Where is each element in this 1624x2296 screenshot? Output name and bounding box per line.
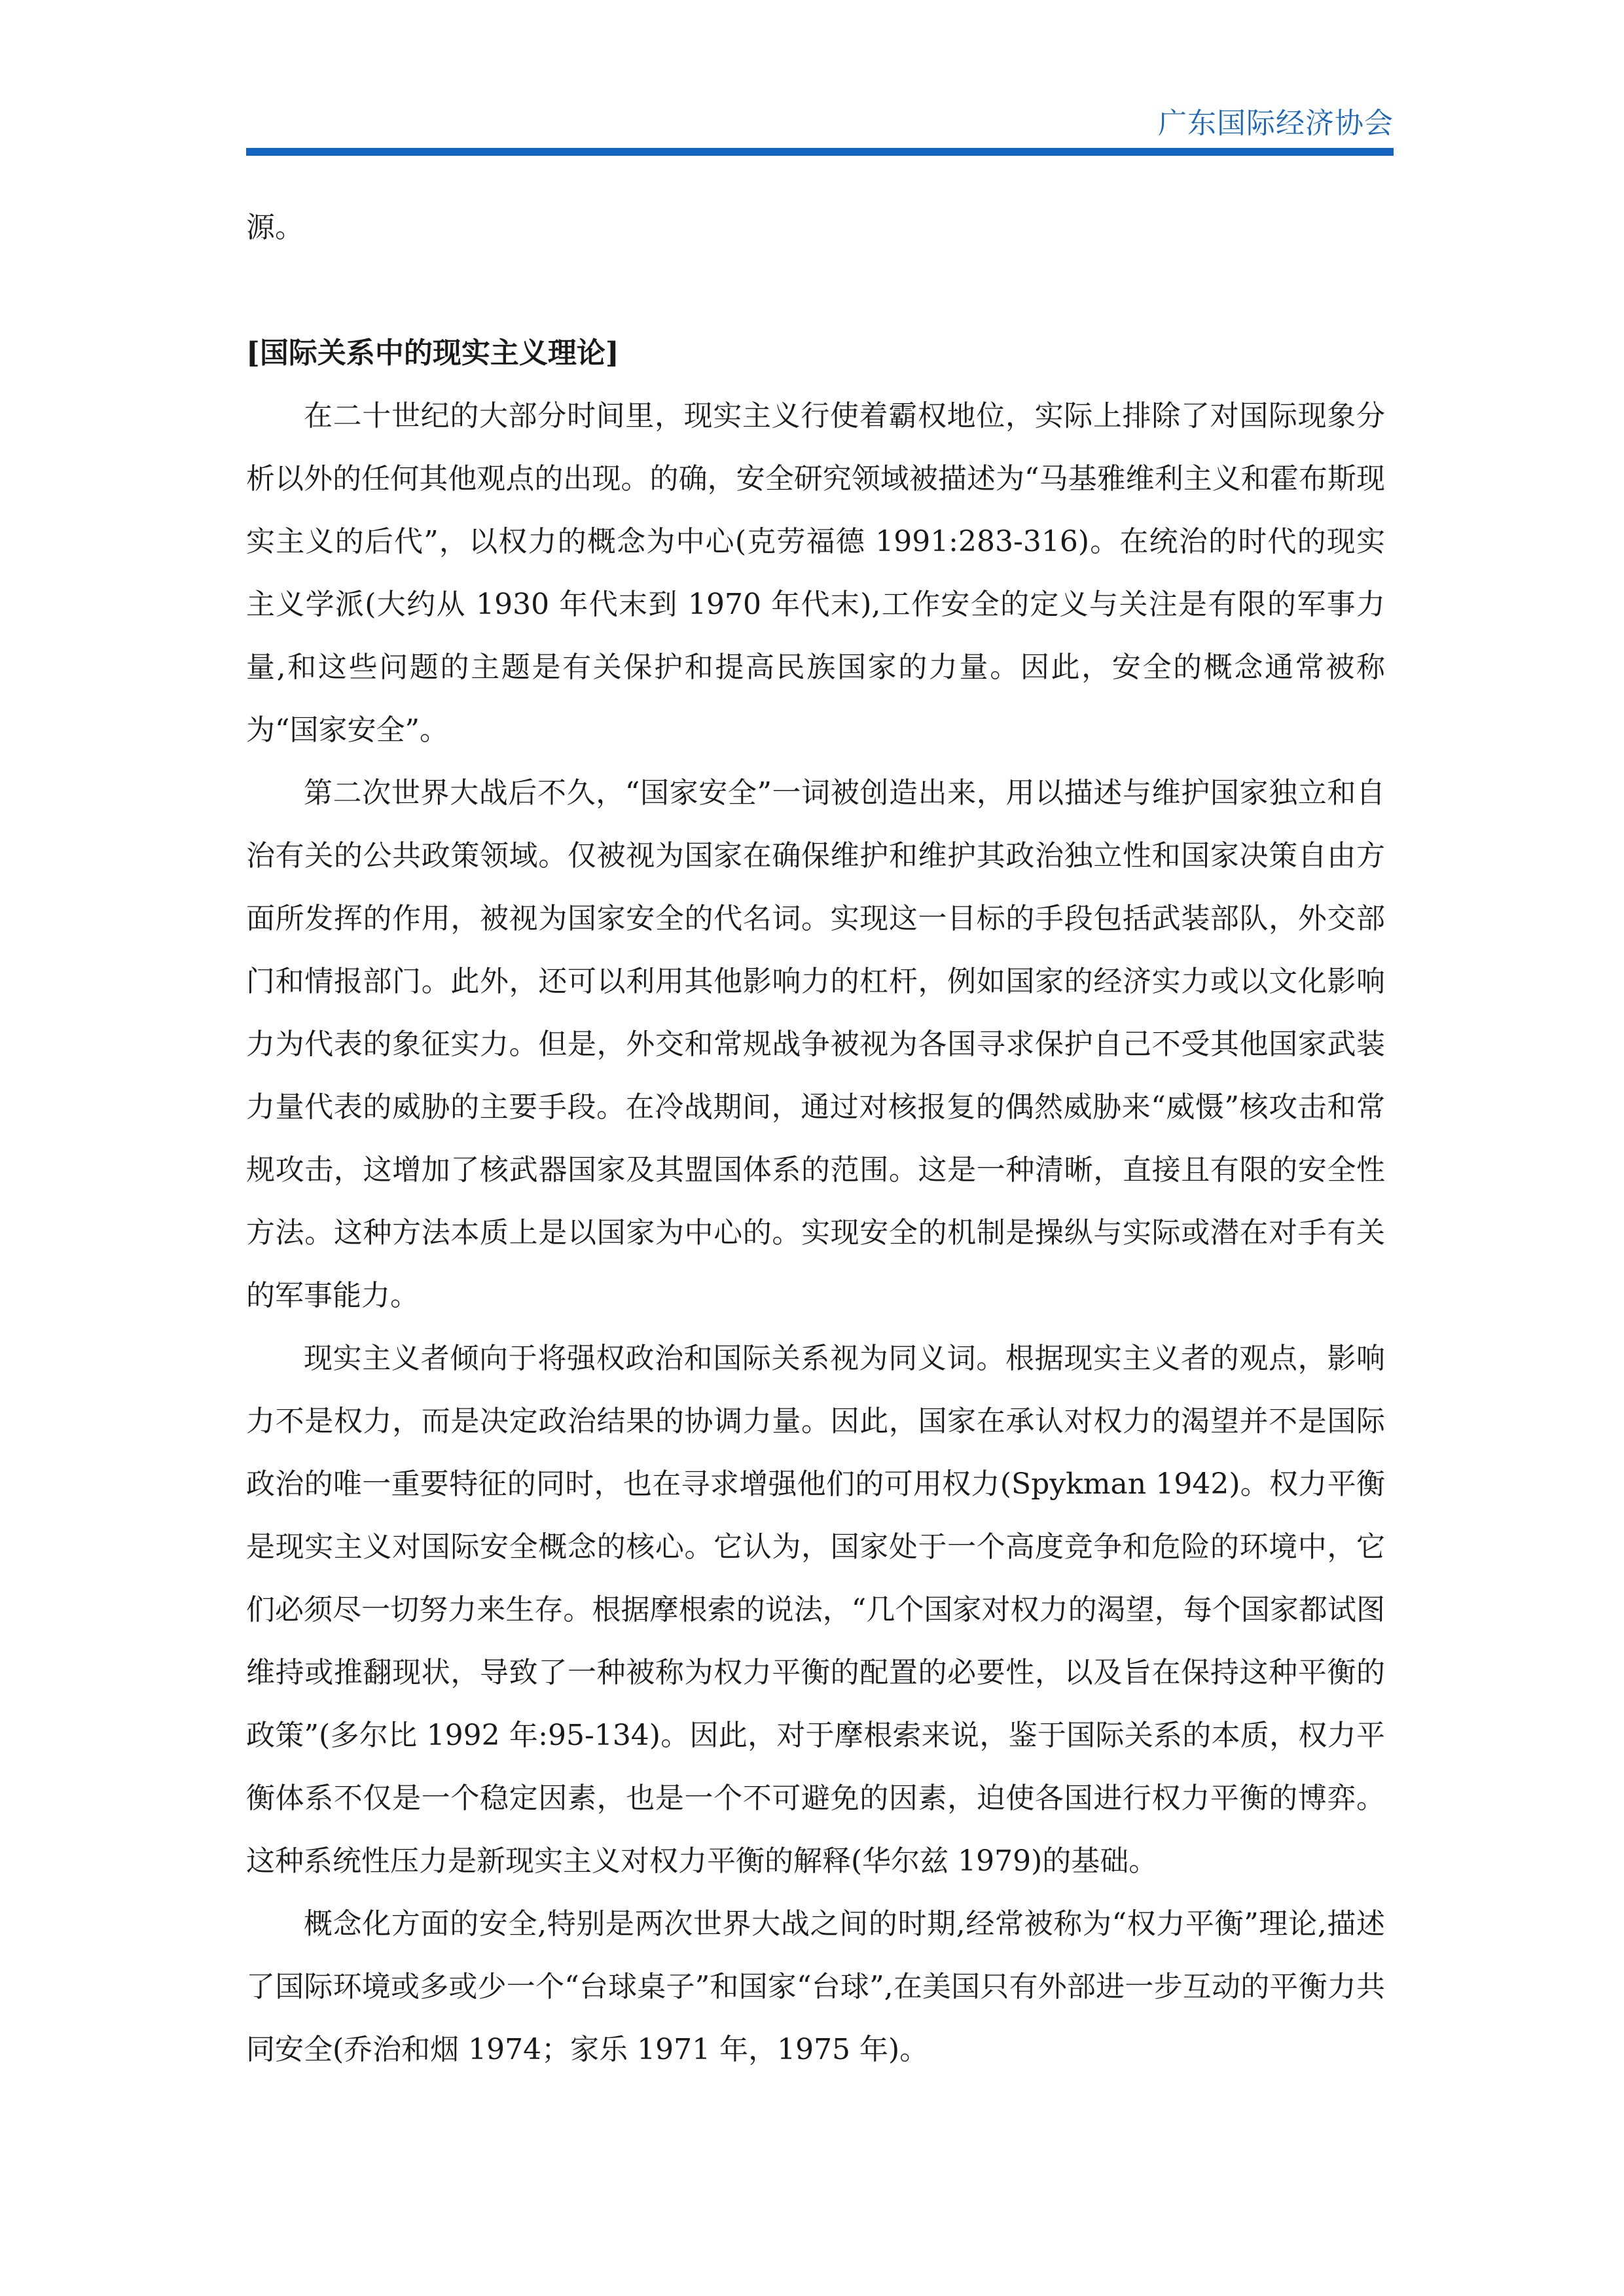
section-heading: [国际关系中的现实主义理论] <box>246 336 619 370</box>
continuation-text: 源。 <box>246 211 304 244</box>
body-paragraph: 在二十世纪的大部分时间里，现实主义行使着霸权地位，实际上排除了对国际现象分析以外的任何其他观点的出现。的确，安全研究领域被描述为“马基雅维利主义和霍布斯现实主义的后代”，以权力的概念为中心(克劳福德 1991:283-316)。在统治的时代的现实主义学派(大约从 1930 年代末到 1970 年代末),工作安全的定义与关注是有限的军事力量,和这些问题的主题是有关保护和提高民族国家的力量。因此，安全的概念通常被称为“国家安全”。 <box>246 399 1385 747</box>
document-body <box>246 196 1385 2081</box>
body-paragraph: 现实主义者倾向于将强权政治和国际关系视为同义词。根据现实主义者的观点，影响力不是权力，而是决定政治结果的协调力量。因此，国家在承认对权力的渴望并不是国际政治的唯一重要特征的同时，也在寻求增强他们的可用权力(Spykman 1942)。权力平衡是现实主义对国际安全概念的核心。它认为，国家处于一个高度竞争和危险的环境中，它们必须尽一切努力来生存。根据摩根索的说法，“几个国家对权力的渴望，每个国家都试图维持或推翻现状，导致了一种被称为权力平衡的配置的必要性，以及旨在保持这种平衡的政策”(多尔比 1992 年:95-134)。因此，对于摩根索来说，鉴于国际关系的本质，权力平衡体系不仅是一个稳定因素，也是一个不可避免的因素，迫使各国进行权力平衡的博弈。这种系统性压力是新现实主义对权力平衡的解释(华尔兹 1979)的基础。 <box>246 1342 1385 1878</box>
header-divider <box>246 148 1394 156</box>
organization-name: 广东国际经济协会 <box>1158 107 1394 140</box>
body-paragraph: 第二次世界大战后不久，“国家安全”一词被创造出来，用以描述与维护国家独立和自治有关的公共政策领域。仅被视为国家在确保维护和维护其政治独立性和国家决策自由方面所发挥的作用，被视为国家安全的代名词。实现这一目标的手段包括武装部队，外交部门和情报部门。此外，还可以利用其他影响力的杠杆，例如国家的经济实力或以文化影响力为代表的象征实力。但是，外交和常规战争被视为各国寻求保护自己不受其他国家武装力量代表的威胁的主要手段。在冷战期间，通过对核报复的偶然威胁来“威慑”核攻击和常规攻击，这增加了核武器国家及其盟国体系的范围。这是一种清晰，直接且有限的安全性方法。这种方法本质上是以国家为中心的。实现安全的机制是操纵与实际或潜在对手有关的军事能力。 <box>246 776 1385 1312</box>
body-paragraph: 概念化方面的安全,特别是两次世界大战之间的时期,经常被称为“权力平衡”理论,描述了国际环境或多或少一个“台球桌子”和国家“台球”,在美国只有外部进一步互动的平衡力共同安全(乔治和烟 1974；家乐 1971 年，1975 年)。 <box>246 1907 1385 2066</box>
